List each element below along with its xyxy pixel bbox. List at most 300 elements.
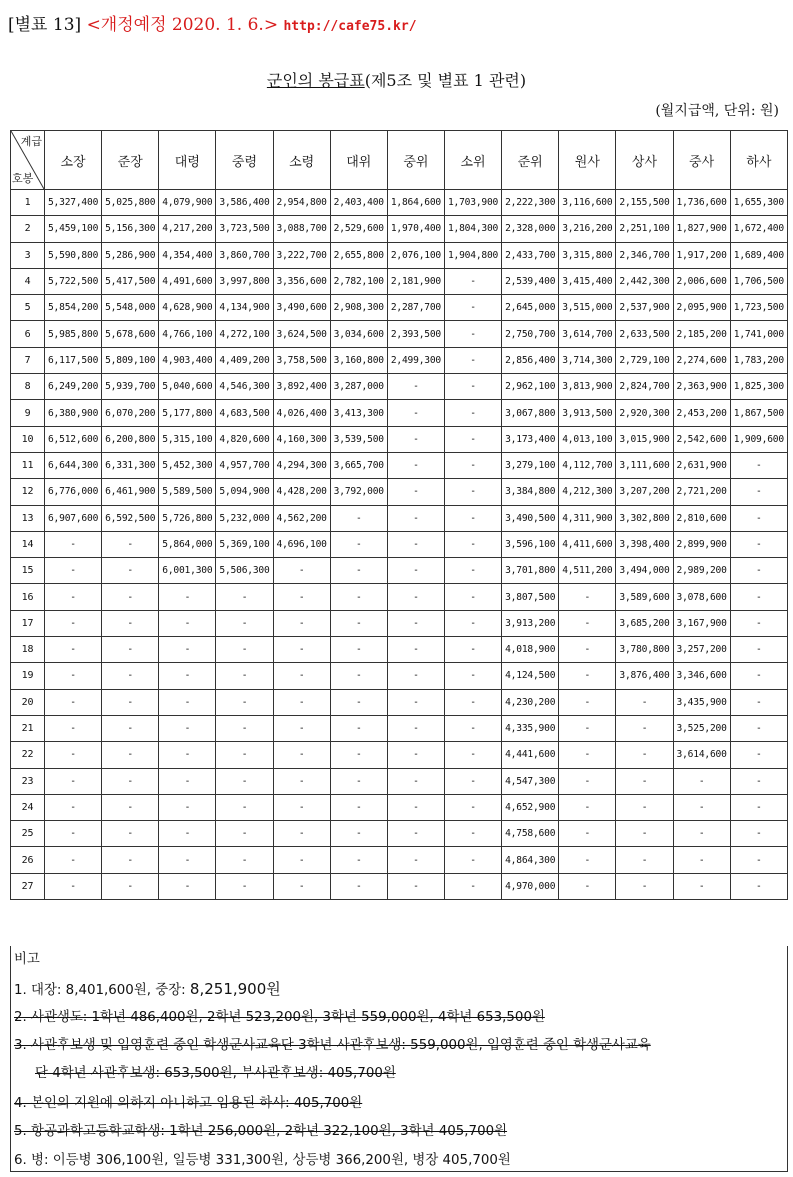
pay-cell: 2,155,500 [616,190,673,216]
step-number: 21 [11,715,45,741]
pay-cell: - [45,584,102,610]
step-number: 5 [11,295,45,321]
pay-cell: 3,539,500 [330,426,387,452]
pay-cell: - [216,663,273,689]
pay-cell: - [444,321,501,347]
pay-cell: 2,185,200 [673,321,730,347]
pay-cell: - [159,637,216,663]
pay-cell: 3,525,200 [673,715,730,741]
pay-cell: - [559,768,616,794]
pay-cell: - [102,637,159,663]
table-row [11,242,788,268]
note-1 [14,978,281,999]
pay-cell: - [273,847,330,873]
pay-cell: - [330,689,387,715]
table-row [11,400,788,426]
step-number: 9 [11,400,45,426]
pay-cell: 5,452,300 [159,452,216,478]
pay-cell: 5,177,800 [159,400,216,426]
pay-cell: - [102,689,159,715]
pay-cell: - [216,584,273,610]
pay-cell: - [387,794,444,820]
pay-cell: - [102,663,159,689]
pay-cell: - [102,821,159,847]
table-row [11,610,788,636]
pay-cell: 5,094,900 [216,479,273,505]
pay-cell: 4,124,500 [502,663,559,689]
pay-cell: 5,369,100 [216,531,273,557]
table-row [11,216,788,242]
pay-cell: - [730,821,787,847]
pay-cell: - [387,768,444,794]
pay-cell: 2,274,600 [673,347,730,373]
pay-cell: 3,807,500 [502,584,559,610]
pay-cell: 1,827,900 [673,216,730,242]
pay-cell: - [159,873,216,899]
pay-cell: 6,001,300 [159,558,216,584]
pay-cell: 3,398,400 [616,531,673,557]
pay-cell: 2,095,900 [673,295,730,321]
pay-cell: 3,624,500 [273,321,330,347]
pay-cell: - [159,821,216,847]
pay-cell: 2,006,600 [673,268,730,294]
pay-cell: - [444,663,501,689]
pay-cell: 5,939,700 [102,374,159,400]
pay-cell: - [159,768,216,794]
step-number: 22 [11,742,45,768]
pay-cell: - [45,742,102,768]
pay-cell: 3,207,200 [616,479,673,505]
pay-cell: 2,328,000 [502,216,559,242]
step-number: 25 [11,821,45,847]
table-row [11,347,788,373]
pay-cell: - [45,663,102,689]
pay-cell: 2,899,900 [673,531,730,557]
pay-cell: - [444,505,501,531]
table-row [11,268,788,294]
column-header-1: 소장 [45,131,102,190]
column-header-2: 준장 [102,131,159,190]
pay-cell: 2,645,000 [502,295,559,321]
pay-cell: 3,792,000 [330,479,387,505]
pay-cell: 2,750,700 [502,321,559,347]
pay-cell: - [559,821,616,847]
pay-cell: - [444,558,501,584]
step-number: 11 [11,452,45,478]
pay-cell: - [45,689,102,715]
pay-cell: - [387,505,444,531]
pay-cell: 6,331,300 [102,452,159,478]
pay-cell: - [673,873,730,899]
pay-cell: - [444,479,501,505]
pay-cell: - [444,584,501,610]
pay-cell: 4,511,200 [559,558,616,584]
pay-cell: 5,809,100 [102,347,159,373]
pay-cell: - [216,742,273,768]
note-6: 6. 병: 이등병 306,100원, 일등병 331,300원, 상등병 366,200원, 병장 405,700원 [14,1153,511,1168]
pay-cell: - [330,873,387,899]
pay-cell: 3,346,600 [673,663,730,689]
pay-cell: - [216,821,273,847]
table-row [11,847,788,873]
column-header-3: 대령 [159,131,216,190]
table-row [11,821,788,847]
pay-cell: - [559,663,616,689]
note-3-line-2: 단 4학년 사관후보생: 653,500원, 부사관후보생: 405,700원 [35,1066,396,1081]
pay-cell: - [444,794,501,820]
pay-cell: 5,722,500 [45,268,102,294]
step-number: 2 [11,216,45,242]
pay-cell: 1,864,600 [387,190,444,216]
pay-cell: 2,433,700 [502,242,559,268]
pay-cell: - [102,584,159,610]
pay-cell: 3,315,800 [559,242,616,268]
pay-cell: 3,173,400 [502,426,559,452]
pay-cell: - [444,873,501,899]
pay-cell: - [102,531,159,557]
document-header [8,10,417,35]
pay-cell: - [444,426,501,452]
pay-cell: - [330,794,387,820]
pay-cell: 2,499,300 [387,347,444,373]
pay-cell: - [273,610,330,636]
pay-cell: - [330,610,387,636]
pay-cell: - [102,610,159,636]
pay-cell: 2,729,100 [616,347,673,373]
pay-cell: - [216,689,273,715]
step-number: 8 [11,374,45,400]
note-5: 5. 항공과학고등학교학생: 1학년 256,000원, 2학년 322,100원, 3학년 405,700원 [14,1124,508,1139]
pay-cell: 6,117,500 [45,347,102,373]
page-title [0,68,793,91]
pay-cell: 2,287,700 [387,295,444,321]
source-url[interactable]: http://cafe75.kr/ [283,19,417,34]
pay-cell: - [45,531,102,557]
pay-cell: - [387,479,444,505]
pay-cell: - [444,531,501,557]
pay-cell: 5,417,500 [102,268,159,294]
pay-cell: 2,442,300 [616,268,673,294]
pay-cell: 3,714,300 [559,347,616,373]
pay-cell: 6,380,900 [45,400,102,426]
pay-cell: - [444,268,501,294]
pay-cell: 2,346,700 [616,242,673,268]
pay-cell: 4,652,900 [502,794,559,820]
revision-note: <개정예정 2020. 1. 6.> [86,15,279,35]
pay-cell: - [330,637,387,663]
pay-cell: 4,546,300 [216,374,273,400]
pay-cell: 3,494,000 [616,558,673,584]
table-row [11,689,788,715]
pay-cell: 1,741,000 [730,321,787,347]
pay-cell: 3,813,900 [559,374,616,400]
title-main: 군인의 봉급표 [266,71,365,90]
pay-cell: 2,363,900 [673,374,730,400]
pay-cell: 1,867,500 [730,400,787,426]
pay-cell: 5,548,000 [102,295,159,321]
pay-cell: - [387,400,444,426]
unit-label: (월지급액, 단위: 원) [655,103,779,119]
pay-cell: 3,302,800 [616,505,673,531]
pay-cell: 5,864,000 [159,531,216,557]
pay-cell: - [387,873,444,899]
pay-cell: 1,825,300 [730,374,787,400]
pay-cell: - [559,742,616,768]
pay-cell: 3,665,700 [330,452,387,478]
pay-cell: 3,515,000 [559,295,616,321]
column-header-5: 소령 [273,131,330,190]
pay-cell: - [444,610,501,636]
pay-cell: - [45,873,102,899]
pay-cell: - [444,400,501,426]
corner-step-label: 호봉 [12,172,34,185]
pay-cell: 3,913,200 [502,610,559,636]
pay-cell: - [45,715,102,741]
pay-cell: - [273,873,330,899]
note-3-line-1: 3. 사관후보생 및 입영훈련 중인 학생군사교육단 3학년 사관후보생: 559,000원, 입영훈련 중인 학생군사교육 [14,1038,651,1053]
pay-cell: 3,015,900 [616,426,673,452]
pay-cell: 5,726,800 [159,505,216,531]
pay-cell: 2,393,500 [387,321,444,347]
step-number: 20 [11,689,45,715]
pay-cell: - [559,689,616,715]
pay-cell: - [387,637,444,663]
pay-cell: 4,026,400 [273,400,330,426]
pay-cell: - [45,768,102,794]
step-number: 18 [11,637,45,663]
step-number: 7 [11,347,45,373]
table-row [11,479,788,505]
pay-cell: 5,590,800 [45,242,102,268]
pay-cell: - [102,794,159,820]
pay-cell: - [730,768,787,794]
pay-cell: - [102,768,159,794]
notes-heading: 비고 [14,952,40,967]
pay-cell: 4,212,300 [559,479,616,505]
pay-cell: 3,723,500 [216,216,273,242]
pay-cell: 3,067,800 [502,400,559,426]
pay-table [10,130,788,900]
pay-cell: - [387,742,444,768]
column-header-8: 소위 [444,131,501,190]
pay-cell: 1,804,300 [444,216,501,242]
pay-cell: - [387,715,444,741]
pay-cell: 2,542,600 [673,426,730,452]
pay-cell: 4,683,500 [216,400,273,426]
pay-cell: 2,810,600 [673,505,730,531]
pay-cell: 3,078,600 [673,584,730,610]
step-number: 26 [11,847,45,873]
table-row [11,637,788,663]
pay-cell: 1,689,400 [730,242,787,268]
step-number: 4 [11,268,45,294]
pay-cell: 2,222,300 [502,190,559,216]
pay-cell: - [159,663,216,689]
pay-cell: 3,614,600 [673,742,730,768]
pay-cell: 6,776,000 [45,479,102,505]
pay-cell: 1,723,500 [730,295,787,321]
pay-cell: - [330,584,387,610]
table-row [11,768,788,794]
pay-cell: 5,327,400 [45,190,102,216]
corner-rank-label: 계급 [20,135,42,148]
pay-cell: - [273,768,330,794]
notes-section [10,946,788,1172]
pay-cell: 4,134,900 [216,295,273,321]
pay-cell: 5,985,800 [45,321,102,347]
pay-cell: - [387,374,444,400]
pay-cell: - [216,847,273,873]
pay-cell: 3,701,800 [502,558,559,584]
pay-cell: - [730,479,787,505]
pay-cell: - [273,689,330,715]
note-4: 4. 본인의 지원에 의하지 아니하고 임용된 하사: 405,700원 [14,1096,363,1111]
pay-cell: 2,954,800 [273,190,330,216]
pay-cell: 1,736,600 [673,190,730,216]
pay-cell: - [330,663,387,689]
pay-cell: - [444,768,501,794]
pay-cell: 6,461,900 [102,479,159,505]
pay-cell: - [559,873,616,899]
corner-cell [11,131,45,190]
pay-cell: 1,703,900 [444,190,501,216]
pay-cell: - [559,794,616,820]
pay-cell: 3,160,800 [330,347,387,373]
column-header-6: 대위 [330,131,387,190]
pay-cell: - [387,610,444,636]
pay-cell: 3,490,600 [273,295,330,321]
pay-cell: 2,181,900 [387,268,444,294]
pay-cell: 1,783,200 [730,347,787,373]
pay-cell: - [444,347,501,373]
pay-cell: 2,655,800 [330,242,387,268]
pay-cell: 2,251,100 [616,216,673,242]
step-number: 10 [11,426,45,452]
step-number: 13 [11,505,45,531]
pay-cell: - [159,610,216,636]
pay-cell: 6,644,300 [45,452,102,478]
pay-cell: 2,908,300 [330,295,387,321]
pay-cell: 1,917,200 [673,242,730,268]
pay-cell: 4,562,200 [273,505,330,531]
pay-cell: 4,547,300 [502,768,559,794]
pay-cell: 4,758,600 [502,821,559,847]
column-header-7: 중위 [387,131,444,190]
pay-cell: 3,034,600 [330,321,387,347]
pay-cell: 2,631,900 [673,452,730,478]
pay-cell: - [330,742,387,768]
pay-cell: - [444,715,501,741]
pay-cell: 4,903,400 [159,347,216,373]
pay-cell: - [616,794,673,820]
pay-cell: - [730,531,787,557]
pay-cell: - [273,715,330,741]
pay-cell: 3,997,800 [216,268,273,294]
pay-cell: 5,854,200 [45,295,102,321]
pay-cell: 1,904,800 [444,242,501,268]
pay-cell: 4,294,300 [273,452,330,478]
table-row [11,663,788,689]
step-number: 12 [11,479,45,505]
pay-cell: - [730,505,787,531]
pay-cell: 4,013,100 [559,426,616,452]
pay-cell: - [45,794,102,820]
column-header-9: 준위 [502,131,559,190]
column-header-10: 원사 [559,131,616,190]
column-header-4: 중령 [216,131,273,190]
pay-cell: - [730,873,787,899]
step-number: 24 [11,794,45,820]
pay-cell: - [273,742,330,768]
table-row [11,426,788,452]
pay-cell: 4,628,900 [159,295,216,321]
pay-cell: - [159,847,216,873]
step-number: 14 [11,531,45,557]
column-header-13: 하사 [730,131,787,190]
table-row [11,742,788,768]
step-number: 3 [11,242,45,268]
pay-cell: 5,506,300 [216,558,273,584]
pay-cell: - [730,742,787,768]
pay-cell: - [216,873,273,899]
pay-cell: 3,876,400 [616,663,673,689]
pay-cell: 4,272,100 [216,321,273,347]
pay-cell: 2,856,400 [502,347,559,373]
table-row [11,873,788,899]
pay-cell: 3,860,700 [216,242,273,268]
pay-cell: 5,025,800 [102,190,159,216]
pay-cell: 1,655,300 [730,190,787,216]
pay-cell: 3,222,700 [273,242,330,268]
pay-cell: - [102,715,159,741]
pay-cell: 3,287,000 [330,374,387,400]
pay-cell: - [730,689,787,715]
pay-cell: 2,824,700 [616,374,673,400]
pay-cell: - [387,689,444,715]
pay-cell: 4,409,200 [216,347,273,373]
pay-cell: 5,459,100 [45,216,102,242]
pay-cell: - [673,847,730,873]
step-number: 16 [11,584,45,610]
pay-cell: 3,167,900 [673,610,730,636]
pay-cell: 3,685,200 [616,610,673,636]
pay-cell: - [730,794,787,820]
pay-cell: 3,088,700 [273,216,330,242]
pay-cell: 5,589,500 [159,479,216,505]
pay-cell: - [387,531,444,557]
pay-cell: - [444,689,501,715]
pay-cell: 3,384,800 [502,479,559,505]
pay-cell: 4,766,100 [159,321,216,347]
pay-cell: - [444,637,501,663]
pay-cell: - [387,426,444,452]
table-row [11,295,788,321]
pay-cell: - [730,610,787,636]
pay-cell: - [330,821,387,847]
table-row [11,794,788,820]
pay-cell: 4,411,600 [559,531,616,557]
pay-cell: - [159,689,216,715]
pay-cell: - [45,847,102,873]
pay-cell: 6,249,200 [45,374,102,400]
pay-cell: - [102,873,159,899]
pay-cell: 2,076,100 [387,242,444,268]
pay-cell: - [330,768,387,794]
step-number: 17 [11,610,45,636]
pay-cell: 4,018,900 [502,637,559,663]
pay-cell: - [330,847,387,873]
pay-cell: 6,200,800 [102,426,159,452]
